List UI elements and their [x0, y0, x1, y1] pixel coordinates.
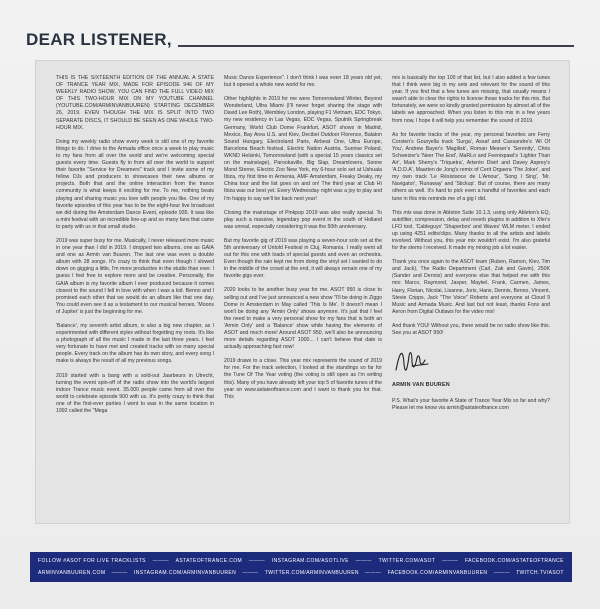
signature-icon	[392, 344, 432, 380]
paragraph: 2019 was super busy for me. Musically, I never released more music in one year than I did in 2019. I dropped two albums, one as GAIA and one as Armin van Buuren. The last one was even a double album with 28 songs. It's crazy to think that even though I slowed down on gigging a little, I'm more productive in the studio than ever. I guess I feel free to explore more and be creative. Personally, the GAIA album is my favorite album I ever produced because it comes closest to the sound I fell in love with when I was a kid. Benno and I promised each other that we would do an album like that one day. You could even see it as a testament to our musical heroes. 'Moons of Jupiter' is just the beginning for me.	[56, 237, 214, 315]
paragraph: But my favorite gig of 2019 was playing a seven-hour solo set at the 5th anniversary of Untold Festival in Cluj, Romania. I really went all out for this one with loads of special guests and even an orchestra. Even though the rain kept me from doing the vinyl set I wanted to do in the middle of the crowd at the end, it will always remain one of my favorite gigs ever.	[224, 237, 382, 280]
footer-separator: ———	[111, 570, 128, 576]
link-asot-facebook[interactable]: FACEBOOK.COM/ASTATEOFTRANCE	[464, 558, 564, 564]
title-underline	[178, 45, 574, 47]
footer-separator: ———	[442, 558, 459, 564]
column-2	[224, 75, 382, 515]
footer-social-bar	[30, 552, 572, 582]
signature-block	[392, 344, 550, 388]
link-asot-twitch[interactable]: TWITCH.TV/ASOT	[516, 570, 564, 576]
paragraph: mix is basically the top 100 of that list, but I also added a few tunes that I think were big in my sets and relevant for the sound of this year. If you find that a few tunes are missing, that usually means I wasn't able to clear the rights to license those tracks for this mix. But fortunately, we were so kindly granted permission by almost all of the labels we approached. When you listen to this mix in a few years from now, I hope it will help you remember the sound of 2019.	[392, 75, 550, 124]
paragraph: 2019 draws to a close. This year mix represents the sound of 2019 for me. For the track selection, I looked at the standings so far for the Tune Of The Year voting (the voting is still open as I'm writing this). Many of you have already left your top 5 of favorite tunes of the year on www.astateoftrance.com and I want to thank you for that. This	[224, 358, 382, 400]
footer-separator: ———	[365, 570, 382, 576]
paragraph: Closing the mainstage of Pinkpop 2019 was also really special. To play such a massive, legendary pop event in the south of Holland was unreal, especially considering it was the 50th anniversary.	[224, 209, 382, 230]
link-asot-instagram[interactable]: INSTAGRAM.COM/ASOTLIVE	[271, 558, 349, 564]
paragraph: THIS IS THE SIXTEENTH EDITION OF THE ANNUAL A STATE OF TRANCE YEAR MIX, MADE FOR EPISODE 946 OF MY WEEKLY RADIO SHOW. YOU CAN FIND THE FULL VIDEO MIX OF THIS TWO-HOUR MIX ON MY YOUTUBE CHANNEL (YOUTUBE.COM/ARMINVANBUUREN) STARTING DECEMBER 26, 2019. EVEN THOUGH THE MIX IS SPLIT INTO TWO SEPARATE DISCS, IT SHOULD BE SEEN AS ONE WHOLE TWO-HOUR MIX.	[56, 75, 214, 131]
paragraph: As for favorite tracks of the year, my personal favorites are Ferry Corsten's Gouryella track 'Surga', Assaf and Cassandre's 'All Of You', Andrew Bayer's 'Magilisk', Roman Messer's 'Serenity', Chris Schweizer's 'Neer The End', MaRLo and Feenixpawl's 'Lighter Than Air', Mark Sherry's 'Triquetra', Arteréo Divirl and Davey Asprey's 'A.D.D.A', Maarten de Jong's remix of Cerit Orgaera 'The Joker', and my own track 'Le Résistance de L'Amour', 'Song I Sing', 'Mr. Navigator', 'Runaway' and 'Stickup'. But of course, there are many others as well. It's hard to pick even a handful of favorites and each tune in this mix reminds me of a gig I did.	[392, 131, 550, 202]
footer-separator: ———	[152, 558, 169, 564]
footer-separator: ———	[355, 558, 372, 564]
title-row	[26, 30, 574, 50]
link-armin-website[interactable]: ARMINVANBUUREN.COM	[38, 570, 106, 576]
paragraph: And thank YOU! Without you, there would be no radio show like this. See you at ASOT 950!	[392, 322, 550, 336]
paragraph: 2019 started with a bang with a sold-out Jaarbeurs in Utrecht, turning the event spin-off of the radio show into the world's largest indoor Trance music event. 35.000 people came from all over the world to celebrate episode 900 with us. It's pretty crazy to think that one of the first-ever parties I went to was in the same location in 1992 called the "Mega	[56, 372, 214, 415]
paragraph: Music Dance Experience". I don't think I was even 18 years old yet, but it opened a whole new world for me.	[224, 75, 382, 89]
link-asot-twitter[interactable]: TWITTER.COM/ASOT	[378, 558, 436, 564]
paragraph: This mix was done in Ableton Suite 10.1.3, using only Ableton's EQ, autofilter, compression, delay and reverb plugins in addition to Xfer's LFO tool, 'Cableguys' 'Shaperbox' and Waves' WLM meter. I ended up using 4251 edits/clips. Many thanks to all the artists and labels involved. Without you, this year mix wouldn't exist. I'm also grateful for the stems I received. It made my mixing job a lot easier.	[392, 209, 550, 252]
paragraph: Thank you once again to the ASOT team (Ruben, Ramon, Kiev, Tim and Jack), The Radio Department (Carl, Zak and Gavin), 250K (Sander and Dennis) and everyone else that helped me with this mix: Marco, Raymond, Jasper, Maykel, Frank, Carmen, James, Harry, Florian, Nicolai, Lisanne, Joris, Hans, Dennis, Benno, Vincent, Stevie Cripps, Jack "The Voice" Roberts and everyone at Cloud 9 Music and Armada Music. And last but not least, thanks Fons and Aeron from Digital Outlaws for the video mix!	[392, 259, 550, 315]
footer-follow-label: FOLLOW #ASOT FOR LIVE TRACKLISTS	[38, 558, 146, 564]
paragraph: Doing my weekly radio show every week is still one of my favorite things to do. I drive to the Armada office once a week to play music to my fans from all over the world and we're welcoming special guests every time. Guests fly in from all over the world to support their favorite "Service for Dreamers" track and I invite some of my fellow DJs and producers to showcases their new albums or projects. Both that and the online interaction from the trance community is what keeps it exciting for me. To me, nothing beats playing and sharing music you love with people you like. One of my favorite episodes of this year has to be the eight-hour live broadcast we did during the Amsterdam Dance Event, episode 935. It was like a mini festival with an incredible line-up and so many fans that came to party with us in that small studio.	[56, 138, 214, 230]
footer-separator: ———	[242, 570, 259, 576]
link-asot-website[interactable]: ASTATEOFTRANCE.COM	[175, 558, 243, 564]
footer-separator: ———	[493, 570, 510, 576]
letter-panel	[35, 60, 570, 524]
link-armin-facebook[interactable]: FACEBOOK.COM/ARMINVANBUUREN	[387, 570, 488, 576]
footer-row-1	[38, 556, 564, 566]
link-armin-instagram[interactable]: INSTAGRAM.COM/ARMINVANBUUREN	[134, 570, 237, 576]
paragraph: 2020 looks to be another busy year for me. ASOT 950 is close to selling out and I've just announced a new show "I'll be doing in Ziggo Dome in Amsterdam in May called 'This Is Me'. It doesn't mean I won't be doing any 'Armin Only' shows anymore. It's just that I feel the need to make a very personal show for my fans that is both an 'Armin Only' and a 'Balance' show while having the elements of ASOT and much more! Around ASOT 950, we'll also be announcing more details regarding ASOT 1000... I can't believe that date is actually approaching fast now!	[224, 287, 382, 351]
page-title: DEAR LISTENER,	[26, 30, 172, 49]
footer-row-2	[38, 568, 564, 578]
letter-columns	[56, 75, 551, 515]
postscript: P.S. What's your favorite A State of Trance Year Mix so far and why? Please let me know via armin@astateoftrance.com	[392, 398, 550, 412]
link-armin-twitter[interactable]: TWITTER.COM/ARMINVANBUUREN	[264, 570, 359, 576]
paragraph: 'Balance', my seventh artist album, is also a big new chapter, as I experimented with different styles without forgetting my roots. It's like a photograph of all the music I made in the last three years. I feel very fortunate to have met and created tracks with so many special people. Every track on the album has its own story, and every song I make is always the result of all my previous songs.	[56, 323, 214, 365]
column-3	[392, 75, 550, 515]
column-1	[56, 75, 214, 515]
footer-separator: ———	[248, 558, 266, 564]
signature-name: ARMIN VAN BUUREN	[392, 382, 450, 389]
paragraph: Other highlights in 2019 for me were Tomorrowland Winter, Beyond Wonderland, Ultra Miami (I'll never forget sharing the stage with David Lee Roth), Wembley London, playing F1 Vietnam, EDC Tokyo, my new residency in Las Vegas, EDC Vegas, Sputnik Springbreak Germany, World Club Dome Frankfurt, ASOT shows in Madrid, Mexico, Bay Area U.S. and Kiev, Decibel Outdoor Florence, Balaton Sound Hungary, Electroland Paris, Airbeat One, Ultra Europe, Barcelona Beach festival, Electric Nation Austria, Sunrise Poland, WKND Helsinki, Tomorrowland (with a special 15 years classics set on the mainstage), Parookaville, Big Slap, Dreamlovers, Sonne Mond Sterne, Electric Zoo New York, my 6-hour solo set at Ushuaia Ibiza, my first time in Armenia, AMF Amsterdam, Freaky Deaky, my China tour and the list goes on and on! The third year at Club Hï Ibiza was our best yet. Every Wednesday night was a joy to play and I'm happy to say we'll be back next year!	[224, 96, 382, 202]
